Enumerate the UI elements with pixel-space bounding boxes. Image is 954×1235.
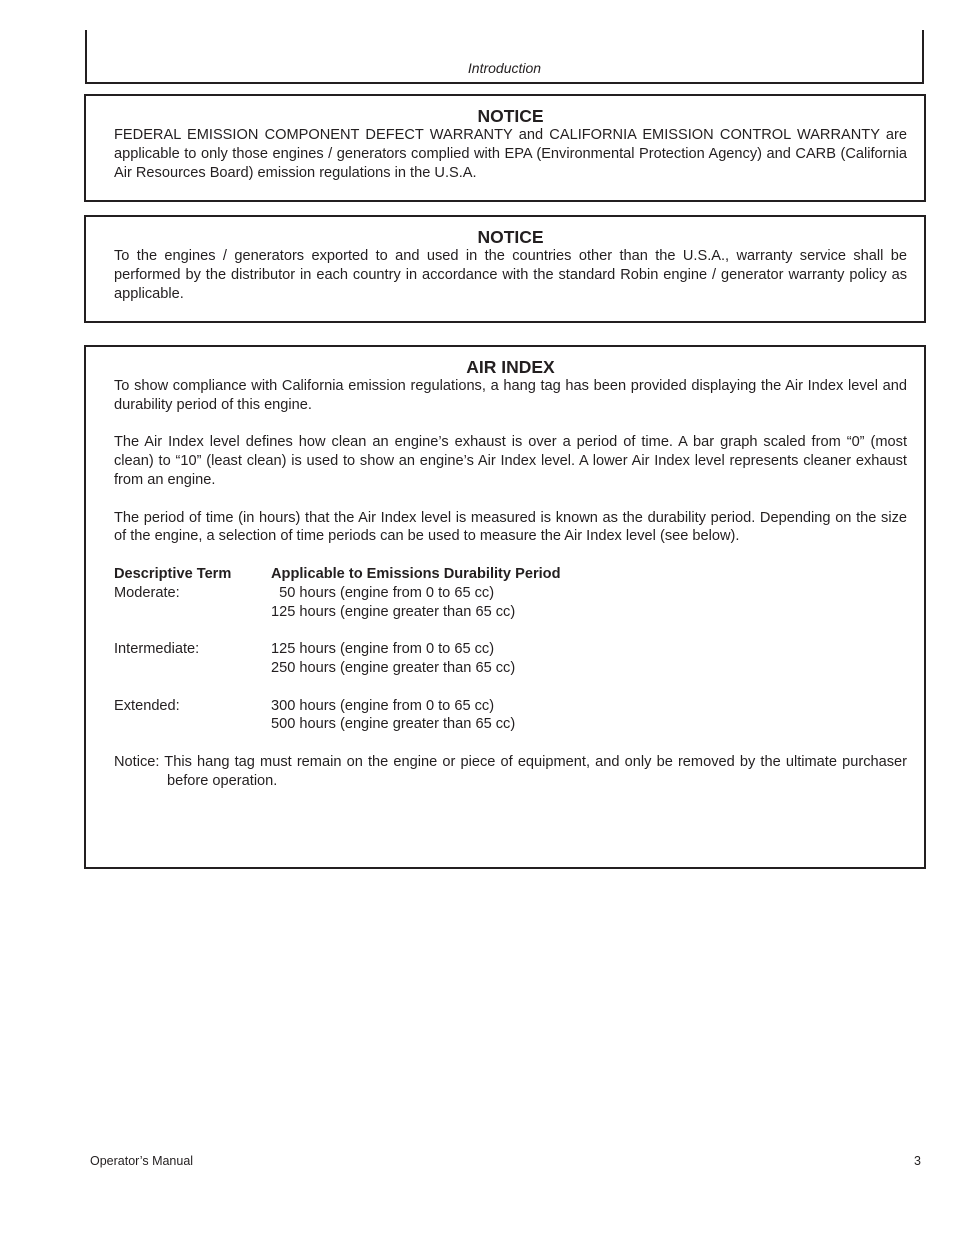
table-header-row bbox=[114, 565, 907, 584]
footer-manual-title: Operator’s Manual bbox=[90, 1154, 194, 1168]
period-line: 250 hours (engine greater than 65 cc) bbox=[271, 659, 516, 676]
row-period bbox=[271, 584, 907, 622]
table-row bbox=[114, 584, 907, 622]
header-frame bbox=[85, 30, 924, 84]
notice-box-2 bbox=[84, 215, 926, 323]
page-number: 3 bbox=[914, 1154, 921, 1168]
durability-table bbox=[114, 565, 907, 734]
period-line: 125 hours (engine from 0 to 65 cc) bbox=[271, 641, 495, 658]
section-title: Introduction bbox=[467, 60, 542, 76]
row-term: Intermediate: bbox=[114, 641, 200, 658]
period-line: 300 hours (engine from 0 to 65 cc) bbox=[271, 697, 495, 714]
air-index-para-3: The period of time (in hours) that the Air Index level is measured is known as the durability period. Depending on the size of the engine, a selection of time periods can be used to measure the Air Index level (see below). bbox=[114, 509, 907, 545]
notice-2-text: To the engines / generators exported to and used in the countries other than the U.S.A., warranty service shall be performed by the distributor in each country in accordance with the standard Robin engine / generator warranty policy as applicable. bbox=[114, 248, 907, 302]
notice-1-title: NOTICE bbox=[477, 106, 544, 126]
row-period bbox=[271, 697, 907, 735]
notice-2-title: NOTICE bbox=[477, 227, 544, 247]
air-index-box bbox=[84, 345, 926, 869]
notice-box-1 bbox=[84, 94, 926, 202]
table-row bbox=[114, 640, 907, 678]
air-index-title: AIR INDEX bbox=[466, 357, 555, 377]
air-index-para-2: The Air Index level defines how clean an engine’s exhaust is over a period of time. A bar graph scaled from “0” (most clean) to “10” (least clean) is used to show an engine’s Air Index level. A lower Air Index level represents cleaner exhaust from an engine. bbox=[114, 434, 907, 488]
col-header-term: Descriptive Term bbox=[114, 565, 232, 582]
col-header-period: Applicable to Emissions Durability Period bbox=[271, 565, 561, 582]
period-line: 50 hours (engine from 0 to 65 cc) bbox=[271, 584, 495, 601]
row-term: Extended: bbox=[114, 697, 180, 714]
table-row bbox=[114, 697, 907, 735]
hang-tag-notice: Notice: This hang tag must remain on the engine or piece of equipment, and only be removed by the ultimate purchaser before operation. bbox=[114, 753, 907, 789]
row-period bbox=[271, 640, 907, 678]
row-term: Moderate: bbox=[114, 584, 180, 601]
period-line: 125 hours (engine greater than 65 cc) bbox=[271, 603, 516, 620]
notice-1-text: FEDERAL EMISSION COMPONENT DEFECT WARRANTY and CALIFORNIA EMISSION CONTROL WARRANTY are applicable to only those engines / generators complied with EPA (Environmental Protection Agency) and CARB (California Air Resources Board) emission regulations in the U.S.A. bbox=[114, 127, 907, 181]
air-index-para-1: To show compliance with California emission regulations, a hang tag has been provided displaying the Air Index level and durability period of this engine. bbox=[114, 378, 907, 413]
period-line: 500 hours (engine greater than 65 cc) bbox=[271, 716, 516, 733]
